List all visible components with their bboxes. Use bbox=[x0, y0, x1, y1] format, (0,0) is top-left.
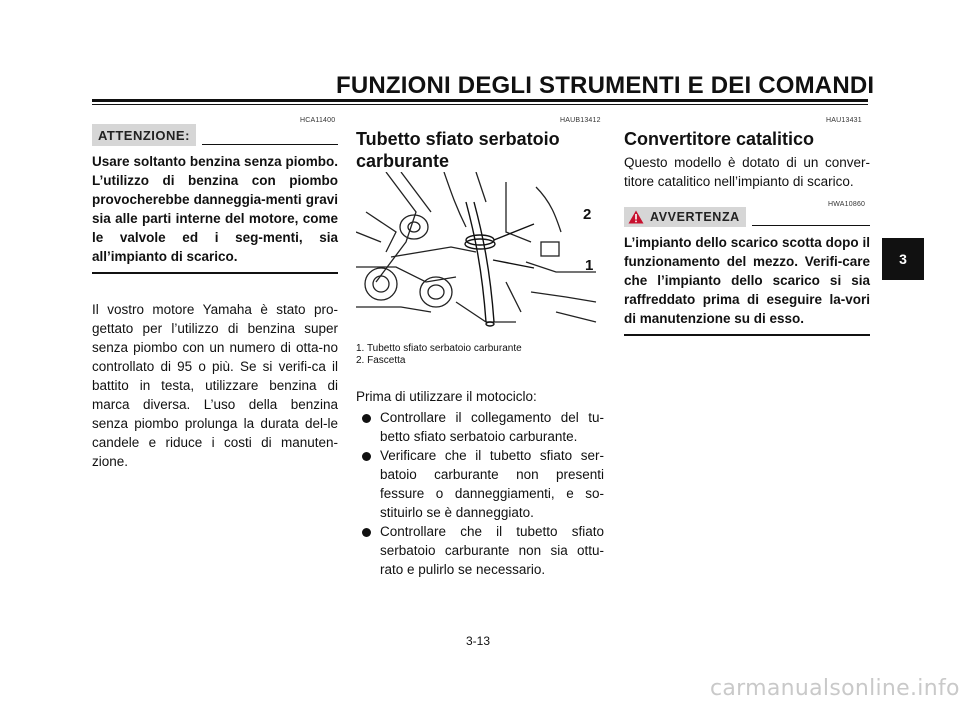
page-number: 3-13 bbox=[466, 634, 491, 648]
attention-label: ATTENZIONE: bbox=[92, 124, 196, 146]
breather-title: Tubetto sfiato serbatoio carburante bbox=[356, 129, 560, 171]
engine-illustration bbox=[356, 172, 604, 338]
bullet-icon bbox=[362, 452, 371, 461]
bullet-icon bbox=[362, 528, 371, 537]
caption-1: 1. Tubetto sfiato serbatoio carburante bbox=[356, 343, 522, 354]
warning-text: L’impianto dello scarico scotta dopo il funzionamento del mezzo. Verifi-care che l’impianto dello scarico si sia raffreddato prima di eseguire la-vori di manutenzione su di esso. bbox=[624, 233, 870, 336]
breather-intro: Prima di utilizzare il motociclo: bbox=[356, 389, 537, 404]
warning-code: HWA10860 bbox=[828, 201, 866, 208]
bullet-icon bbox=[362, 414, 371, 423]
caption-2: 2. Fascetta bbox=[356, 355, 406, 366]
breather-hose-figure bbox=[356, 172, 604, 338]
fuel-paragraph: Il vostro motore Yamaha è stato pro-gettato per l’utilizzo di benzina super senza piombo con un numero di otta-no controllato di 95 o più. Se si verifi-ca il battito in testa, utilizzare benzina di marca diversa. L’uso della benzina senza piombo prolunga la durata del-le candele e riduce i costi di manuten-zione. bbox=[92, 302, 338, 469]
catalytic-paragraph: Questo modello è dotato di un conver-titore catalitico nell’impianto di scarico. bbox=[624, 155, 870, 189]
warning-label-box bbox=[624, 207, 746, 227]
list-item-text: Verificare che il tubetto sfiato ser-batoio carburante non presenti fessure o danneggiamenti, e so-stituirlo se è danneggiato. bbox=[380, 448, 604, 520]
list-item bbox=[362, 446, 604, 522]
callout-1: 1 bbox=[585, 257, 594, 274]
header-rule bbox=[92, 99, 868, 102]
breather-instructions bbox=[356, 387, 604, 579]
breather-code: HAUB13412 bbox=[560, 117, 601, 124]
list-item bbox=[362, 408, 604, 446]
warning-rule bbox=[752, 225, 870, 226]
figure-captions bbox=[356, 343, 522, 367]
attention-code: HCA11400 bbox=[300, 117, 336, 124]
page-header-title: FUNZIONI DEGLI STRUMENTI E DEI COMANDI bbox=[336, 72, 875, 99]
breather-section bbox=[356, 128, 604, 172]
breather-checklist bbox=[356, 408, 604, 579]
warning-box bbox=[624, 207, 870, 336]
callout-2: 2 bbox=[583, 206, 592, 223]
attention-rule bbox=[202, 144, 338, 145]
attention-text: Usare soltanto benzina senza piombo. L’utilizzo di benzina con piombo provocherebbe danneggia-menti gravi sia alle parti interne del motore, come le valvole ed i seg-menti, sia all’impianto di scarico. bbox=[92, 152, 338, 274]
attention-header bbox=[92, 124, 338, 146]
catalytic-code: HAU13431 bbox=[826, 117, 862, 124]
left-column bbox=[92, 124, 338, 471]
list-item-text: Controllare il collegamento del tu-betto sfiato serbatoio carburante. bbox=[380, 410, 604, 444]
chapter-tab: 3 bbox=[882, 238, 924, 280]
catalytic-title: Convertitore catalitico bbox=[624, 129, 815, 149]
warning-header bbox=[624, 207, 870, 227]
header-rule-thin bbox=[92, 104, 868, 105]
list-item bbox=[362, 522, 604, 579]
catalytic-section bbox=[624, 128, 870, 191]
warning-label: AVVERTENZA bbox=[650, 210, 740, 224]
warning-triangle-icon bbox=[628, 210, 644, 224]
watermark: carmanualsonline.info bbox=[710, 676, 960, 701]
list-item-text: Controllare che il tubetto sfiato serbatoio carburante non sia ottu-rato e pulirlo se necessario. bbox=[380, 524, 604, 577]
